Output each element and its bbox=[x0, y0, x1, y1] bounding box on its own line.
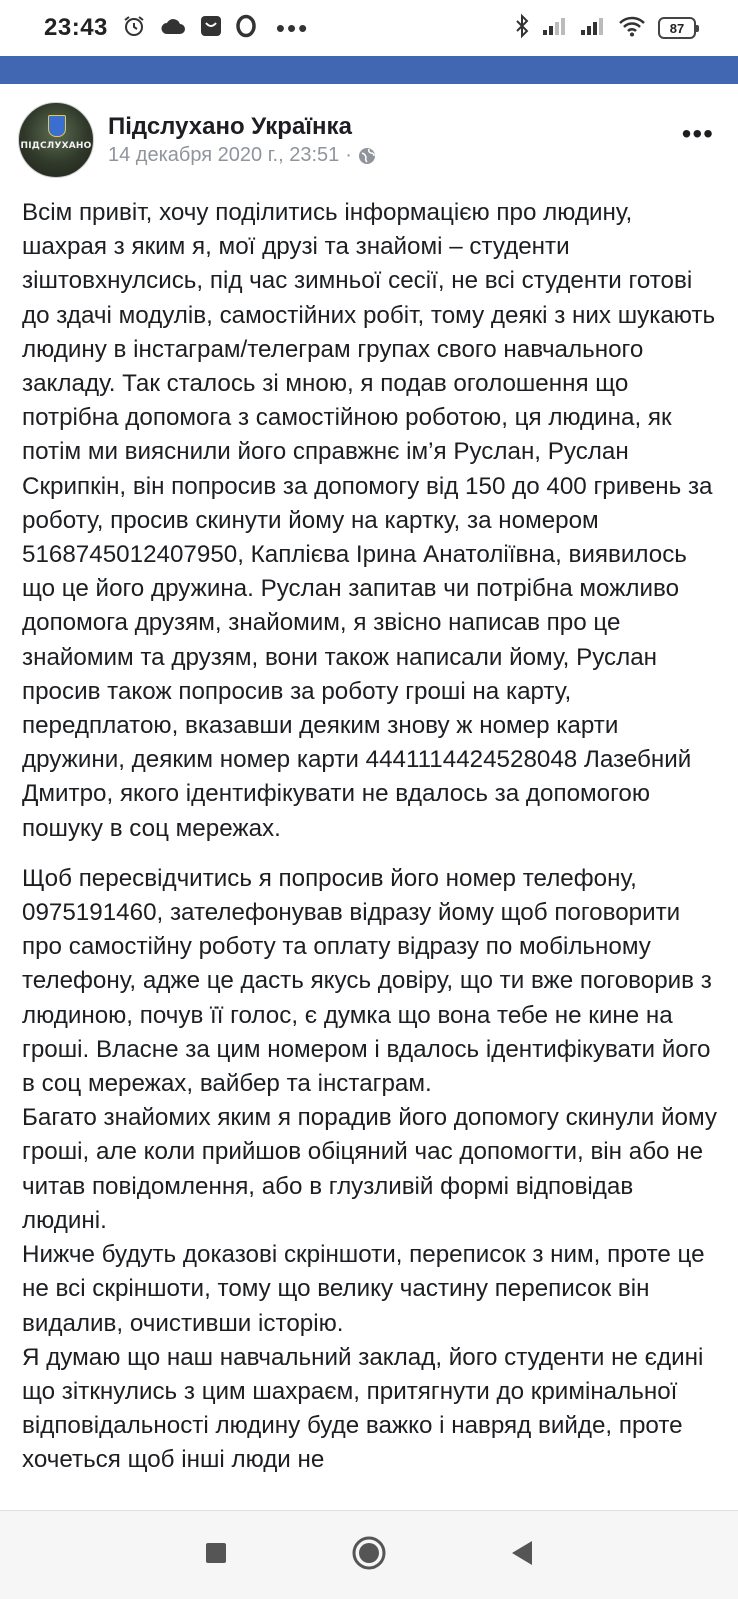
home-button[interactable] bbox=[347, 1533, 391, 1577]
post-paragraph: Нижче будуть доказові скріншоти, переписок з ним, проте це не всі скріншоти, тому що велику частину переписок він видалив, очистивши історію. bbox=[22, 1241, 712, 1337]
post-meta bbox=[108, 102, 678, 167]
signal-icon bbox=[580, 16, 606, 41]
post-paragraph: Я думаю що наш навчальний заклад, його студенти не єдині що зіткнулись з цим шахраєм, притягнути до кримінальної відповідальності людину буде важко і навряд вийде, проте хочеться щоб інші люди не bbox=[22, 1343, 711, 1474]
status-time: 23:43 bbox=[44, 14, 108, 41]
post-date-row bbox=[108, 144, 678, 167]
globe-icon bbox=[358, 147, 376, 165]
wifi-icon bbox=[618, 15, 646, 42]
opera-icon bbox=[236, 15, 256, 42]
more-notifications-icon: ••• bbox=[275, 13, 310, 43]
post-header bbox=[0, 84, 738, 194]
status-right-icons bbox=[514, 14, 696, 43]
back-icon bbox=[509, 1539, 535, 1572]
battery-icon: 87 bbox=[658, 17, 696, 39]
coat-of-arms-icon bbox=[48, 115, 66, 137]
post-paragraph: Всім привіт, хочу поділитись інформацією про людину, шахрая з яким я, мої друзі та знайомі – студенти зіштовхнулсись, під час зимньої сесії, не всі студенти готові до здачі модулів, самостійних робіт, тому деякі з них шукають людину в інстаграм/телеграм групах свого навчального закладу. Так сталось зі мною, я подав оголошення що потрібна допомога з самостійною роботою, ця людина, як потім ми вияснили його справжнє ім’я Руслан, Руслан Скрипкін, він попросив за допомогу від 150 до 400 гривень за роботу, просив скинути йому на картку, за номером 5168745012407950, Каплієва Ірина Анатоліївна, виявилось що це його дружина. Руслан запитав чи потрібна можливо допомога друзям, знайомим, я звісно написав про це знайомим та друзям, вони також написали йому, Руслан просив також попросив за роботу гроші на карту, передплатою, вказавши деяким знову ж номер карти дружини, деяким номер карти 4441114424528048 Лазебний Дмитро, якого ідентифікувати не вдалось за допомогою пошуку в соц мережах. bbox=[22, 199, 722, 842]
avatar-logo-text: ПІДСЛУХАНО bbox=[20, 141, 92, 151]
post-body bbox=[22, 196, 722, 1496]
page-avatar[interactable] bbox=[18, 102, 94, 178]
post-paragraph: Багато знайомих яким я порадив його допомогу скинули йому гроші, але коли прийшов обіцяний час допомогти, він або не читав повідомлення, або в глузливій формі відповідав людині. bbox=[22, 1104, 724, 1234]
home-icon bbox=[351, 1535, 387, 1576]
cloud-icon bbox=[160, 16, 186, 41]
post-paragraph: Щоб пересвідчитись я попросив його номер телефону, 0975191460, зателефонував відразу йому щоб поговорити про самостійну роботу та оплату відразу по мобільному телефону, адже це дасть якусь довіру, що ти вже поговорив з людиною, почув її голос, є думка що вона тебе не кине на гроші. Власне за цим номером і вдалось ідентифікувати його в соц мережах, вайбер та інстаграм. bbox=[22, 864, 719, 1098]
signal-icon bbox=[542, 16, 568, 41]
page-name[interactable]: Підслухано Українка bbox=[108, 113, 352, 140]
date-separator: · bbox=[345, 144, 352, 166]
post-date[interactable]: 14 декабря 2020 г., 23:51 bbox=[108, 144, 340, 166]
post-more-button[interactable]: ••• bbox=[681, 118, 714, 149]
app-icon bbox=[200, 15, 222, 42]
back-button[interactable] bbox=[500, 1533, 544, 1577]
bluetooth-icon bbox=[514, 14, 530, 43]
status-bar bbox=[0, 0, 738, 56]
recent-apps-button[interactable] bbox=[194, 1533, 238, 1577]
navigation-bar bbox=[0, 1510, 738, 1599]
status-left-icons bbox=[122, 14, 309, 43]
alarm-icon bbox=[122, 14, 146, 43]
recent-apps-icon bbox=[204, 1541, 228, 1570]
app-header-bar bbox=[0, 56, 738, 84]
